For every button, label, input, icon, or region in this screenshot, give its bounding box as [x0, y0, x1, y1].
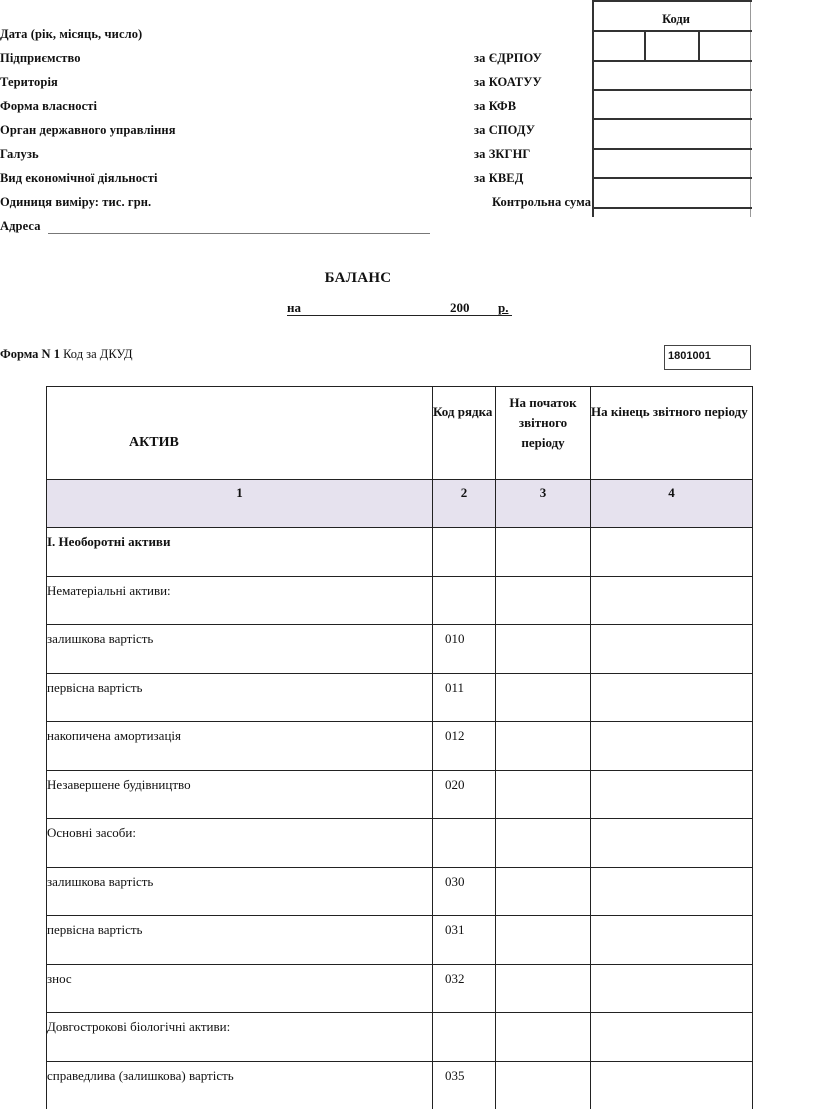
- row-end-value[interactable]: [591, 673, 753, 722]
- row-start-value[interactable]: [496, 625, 591, 674]
- row-start-value[interactable]: [496, 867, 591, 916]
- row-end-value[interactable]: [591, 528, 753, 577]
- enterprise-label: Підприємство: [0, 51, 81, 65]
- row-name: залишкова вартість: [47, 625, 433, 674]
- row-name: первісна вартість: [47, 673, 433, 722]
- row-code: [433, 576, 496, 625]
- row-start-value[interactable]: [496, 1061, 591, 1109]
- table-row: [47, 916, 753, 965]
- row-code: 011: [433, 673, 496, 722]
- row-start-value[interactable]: [496, 576, 591, 625]
- row-name: Незавершене будівництво: [47, 770, 433, 819]
- row-code: 030: [433, 867, 496, 916]
- kfv-code-cell[interactable]: [592, 119, 752, 148]
- table-row: [47, 528, 753, 577]
- form-number: Форма N 1: [0, 347, 60, 361]
- codes-divider: [592, 0, 752, 2]
- government-body-label: Орган державного управління: [0, 123, 176, 137]
- row-start-value[interactable]: [496, 673, 591, 722]
- row-name: справедлива (залишкова) вартість: [47, 1061, 433, 1109]
- spodu-code-cell[interactable]: [592, 149, 752, 177]
- row-name: Нематеріальні активи:: [47, 576, 433, 625]
- kved-code-cell[interactable]: [592, 178, 752, 207]
- table-row: [47, 576, 753, 625]
- row-name: Довгострокові біологічні активи:: [47, 1013, 433, 1062]
- header-code: Код рядка: [433, 387, 496, 480]
- row-code: [433, 528, 496, 577]
- row-name: І. Необоротні активи: [47, 528, 433, 577]
- kved-label: за КВЕД: [474, 171, 524, 185]
- row-end-value[interactable]: [591, 916, 753, 965]
- edrpou-code-cell[interactable]: [592, 61, 752, 89]
- territory-label: Територія: [0, 75, 58, 89]
- table-row: [47, 722, 753, 771]
- table-row: [47, 770, 753, 819]
- row-end-value[interactable]: [591, 867, 753, 916]
- row-end-value[interactable]: [591, 964, 753, 1013]
- balance-date-prefix: на: [287, 300, 301, 315]
- row-start-value[interactable]: [496, 770, 591, 819]
- table-row: [47, 1013, 753, 1062]
- kfv-label: за КФВ: [474, 99, 517, 113]
- row-name: накопичена амортизація: [47, 722, 433, 771]
- address-label: Адреса: [0, 219, 41, 233]
- row-start-value[interactable]: [496, 819, 591, 868]
- row-name: Основні засоби:: [47, 819, 433, 868]
- row-code: 020: [433, 770, 496, 819]
- row-end-value[interactable]: [591, 1061, 753, 1109]
- row-end-value[interactable]: [591, 576, 753, 625]
- row-end-value[interactable]: [591, 722, 753, 771]
- table-row: [47, 1061, 753, 1109]
- balance-date-year: 200: [450, 300, 470, 315]
- row-name: залишкова вартість: [47, 867, 433, 916]
- codes-title: Коди: [662, 12, 690, 26]
- balance-table: [46, 386, 753, 1109]
- economic-activity-label: Вид економічної діяльності: [0, 171, 158, 185]
- row-code: 031: [433, 916, 496, 965]
- row-start-value[interactable]: [496, 916, 591, 965]
- table-row: [47, 673, 753, 722]
- table-row: [47, 819, 753, 868]
- document-title: БАЛАНС: [324, 270, 392, 286]
- table-row: [47, 867, 753, 916]
- table-row: [47, 964, 753, 1013]
- zkgng-label: за ЗКГНГ: [474, 147, 531, 161]
- row-start-value[interactable]: [496, 722, 591, 771]
- row-code: 032: [433, 964, 496, 1013]
- form-info: [0, 347, 133, 362]
- row-end-value[interactable]: [591, 770, 753, 819]
- row-code: [433, 819, 496, 868]
- row-end-value[interactable]: [591, 625, 753, 674]
- address-field[interactable]: [48, 233, 430, 234]
- industry-label: Галузь: [0, 147, 39, 161]
- row-code: 010: [433, 625, 496, 674]
- checksum-cell[interactable]: [592, 208, 752, 217]
- dkud-code-box: 1801001: [664, 345, 751, 370]
- balance-date-suffix: р.: [498, 300, 509, 315]
- column-index: 3: [496, 480, 591, 528]
- header-period-end: На кінець звітного періоду: [591, 387, 753, 480]
- column-index: 4: [591, 480, 753, 528]
- table-header-row: [47, 387, 753, 480]
- column-index: 1: [47, 480, 433, 528]
- unit-label: Одиниця виміру: тис. грн.: [0, 195, 152, 209]
- row-start-value[interactable]: [496, 528, 591, 577]
- row-start-value[interactable]: [496, 964, 591, 1013]
- dkud-label: Код за ДКУД: [63, 347, 133, 361]
- row-code: [433, 1013, 496, 1062]
- header-activ: АКТИВ: [47, 387, 433, 480]
- column-index: 2: [433, 480, 496, 528]
- date-year-cell[interactable]: [592, 31, 752, 60]
- row-name: знос: [47, 964, 433, 1013]
- row-end-value[interactable]: [591, 1013, 753, 1062]
- koatuu-label: за КОАТУУ: [474, 75, 542, 89]
- edrpou-label: за ЄДРПОУ: [474, 51, 542, 65]
- row-code: 035: [433, 1061, 496, 1109]
- koatuu-code-cell[interactable]: [592, 90, 752, 118]
- row-name: первісна вартість: [47, 916, 433, 965]
- date-label: Дата (рік, місяць, число): [0, 27, 143, 41]
- ownership-form-label: Форма власності: [0, 99, 98, 113]
- codes-table: [592, 0, 752, 217]
- row-code: 012: [433, 722, 496, 771]
- table-row: [47, 625, 753, 674]
- column-index-row: [47, 480, 753, 528]
- checksum-label: Контрольна сума: [492, 195, 592, 209]
- header-period-start: На початок звітного періоду: [496, 387, 591, 480]
- balance-date-field[interactable]: [287, 300, 512, 316]
- row-start-value[interactable]: [496, 1013, 591, 1062]
- spodu-label: за СПОДУ: [474, 123, 535, 137]
- row-end-value[interactable]: [591, 819, 753, 868]
